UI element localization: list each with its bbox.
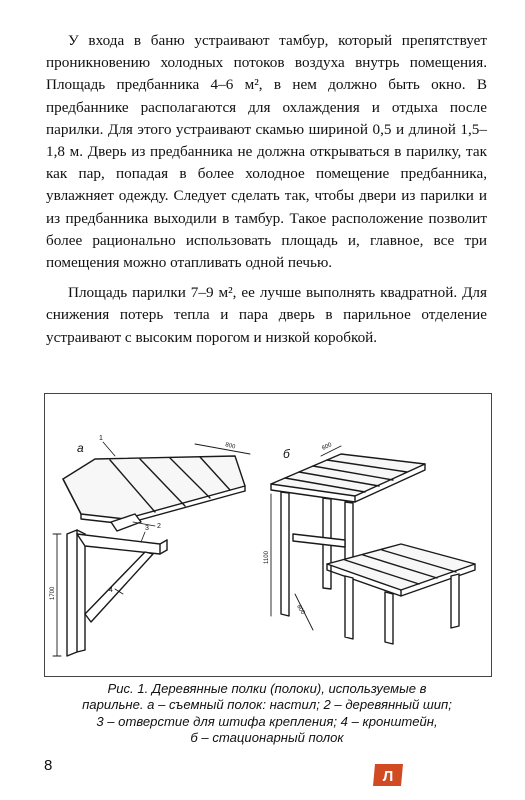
label-variant-a: а — [77, 441, 84, 455]
paragraph-vestibule: У входа в баню устраивают тамбур, который препятствует проникновению холодных потоков воздуха внутрь помещения. Площадь предбанника 4–6 м², в нем должно быть окно. В предбаннике располагаются для охлаждения и отдыха после парилки. Для этого устраивают скамью шириной 0,5 и длиной 1,5–1,8 м. Дверь из предбанника не должна открываться в парилку, так как пар, попадая в более холодное помещение предбанника, увлажняет одежду. Следует сделать так, чтобы двери из парилки и из предбанника выходили в тамбур. Такое расположение позволит более рационально использовать площадь и, главное, все три помещения можно отапливать одной печью. — [46, 32, 487, 272]
shelf-a-deck — [63, 456, 245, 519]
dim-b-bottom: 800 — [295, 604, 306, 616]
shelf-b-lower-leg — [385, 592, 393, 644]
callout-1: 1 — [99, 435, 103, 442]
caption-line: парильне. а – съемный полок: настил; 2 – деревянный шип; — [82, 697, 452, 713]
shelf-b-rail — [293, 534, 345, 547]
callout-4: 4 — [109, 587, 113, 594]
label-variant-b: б — [283, 447, 290, 461]
page-number: 8 — [44, 757, 53, 774]
shelf-b-leg — [281, 492, 289, 616]
paragraph-steam-room: Площадь парилки 7–9 м², ее лучше выполнять квадратной. Для снижения потерь тепла и пара дверь в парильное отделение устраивают с высоким порогом и низкой коробкой. — [46, 284, 487, 346]
bracket-wall-post — [67, 530, 77, 656]
figure-wooden-shelves — [44, 393, 492, 677]
callout-2: 2 — [157, 523, 161, 530]
logo-badge-icon — [371, 762, 405, 788]
figure-caption — [54, 681, 480, 747]
callout-3: 3 — [145, 525, 149, 532]
body-text — [46, 30, 487, 349]
shelf-b-lower-leg — [451, 574, 459, 628]
bracket-brace — [85, 552, 153, 622]
publisher-logo — [371, 762, 405, 788]
dim-line-a-top — [195, 444, 250, 454]
shelf-b-lower-leg — [345, 576, 353, 639]
caption-line: Рис. 1. Деревянные полки (полоки), используемые в — [107, 681, 427, 696]
caption-line: 3 – отверстие для штифа крепления; 4 – кронштейн, — [96, 713, 438, 729]
dim-a-height: 1700 — [50, 586, 56, 600]
caption-line: б – стационарный полок — [190, 730, 344, 746]
logo-letter: Л — [382, 768, 394, 785]
shelves-illustration — [45, 394, 491, 676]
dim-b-top: 600 — [321, 442, 333, 452]
shelf-b-leg — [345, 502, 353, 564]
dim-b-height: 1100 — [264, 551, 270, 564]
bracket-arm — [77, 534, 160, 554]
removable-shelf-drawing — [53, 442, 250, 656]
dim-a-top: 800 — [224, 442, 236, 451]
